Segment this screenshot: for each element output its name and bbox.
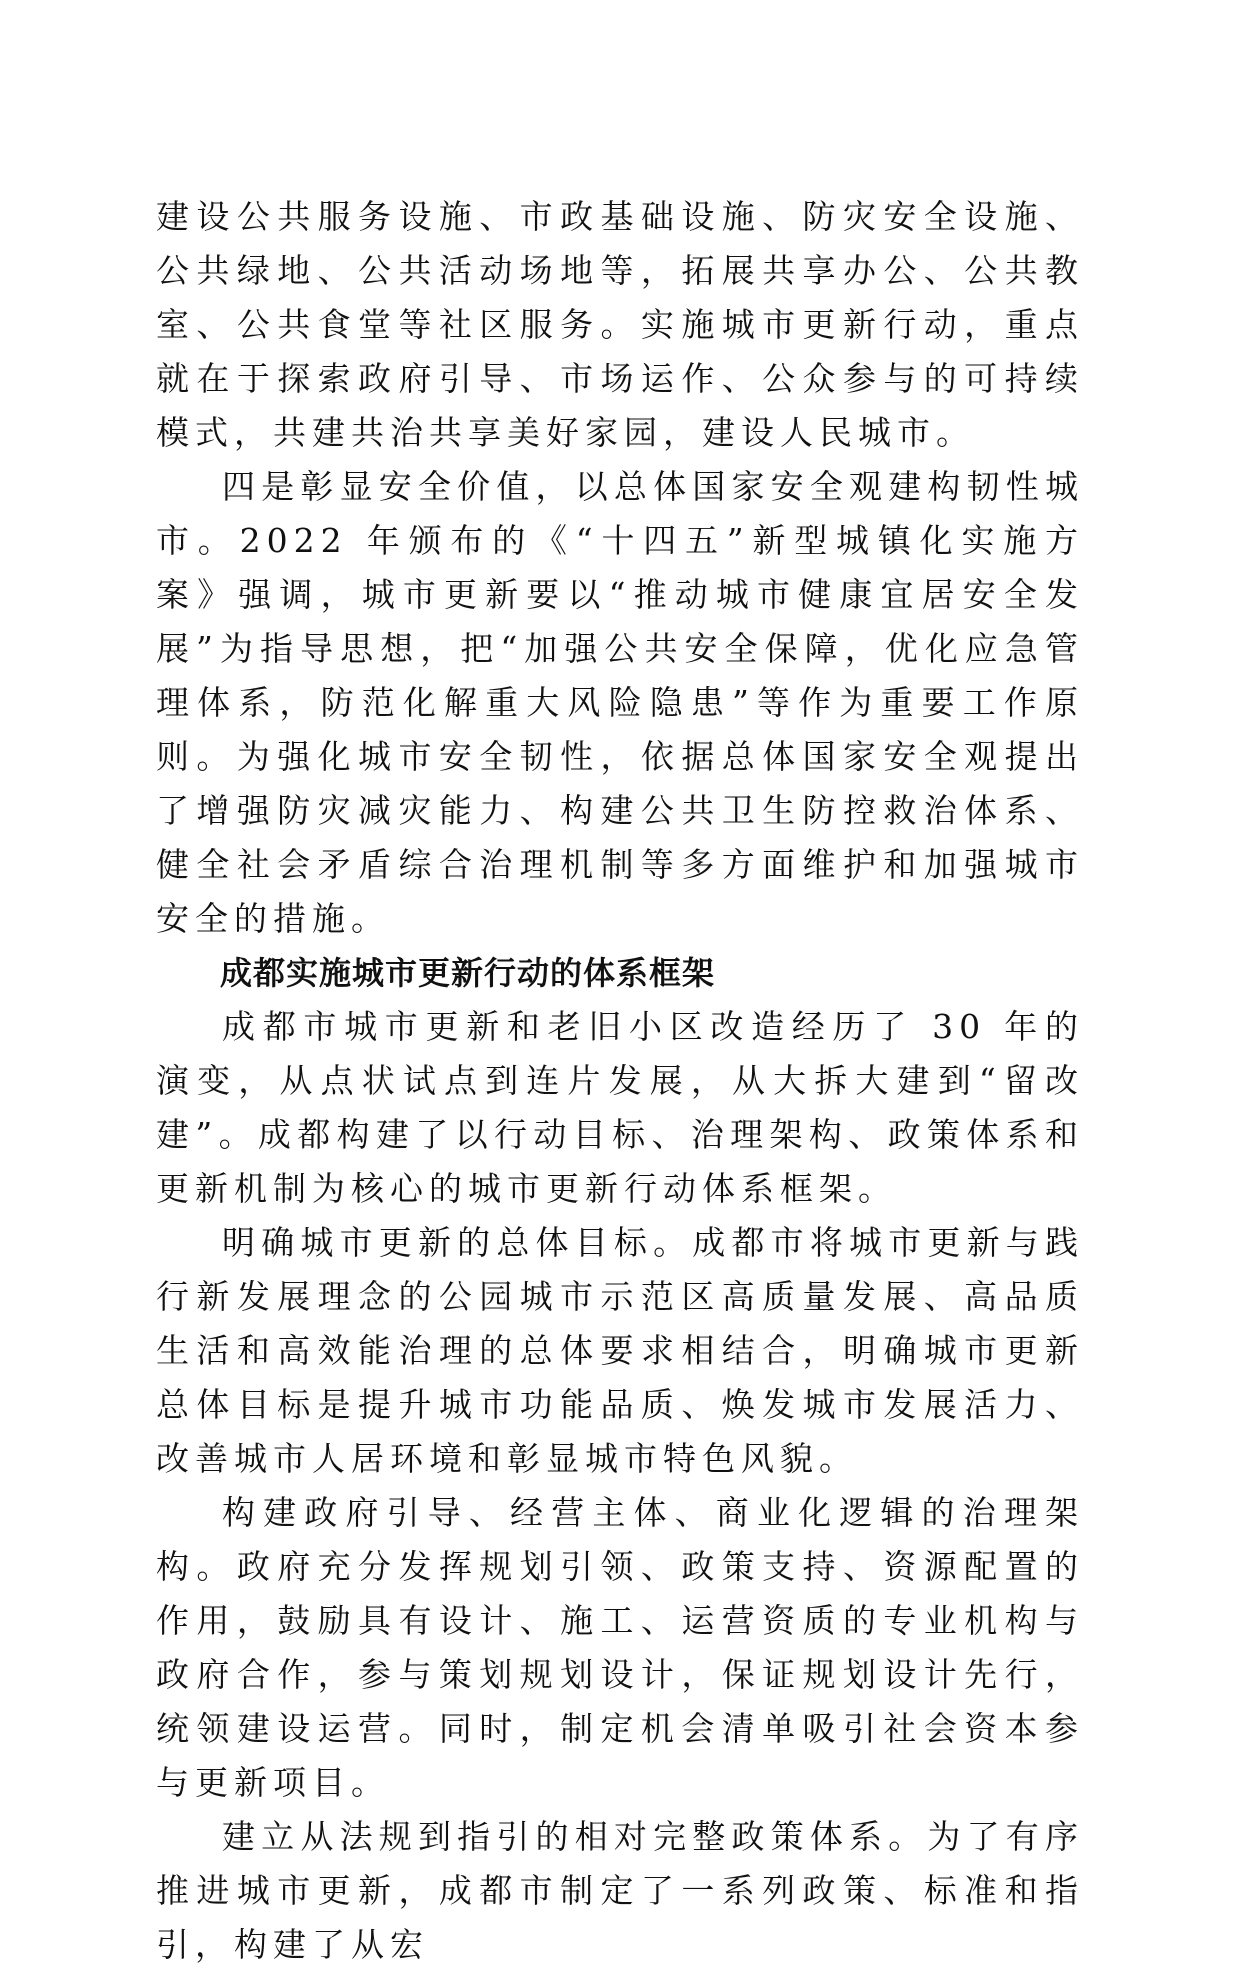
paragraph-governance: 构建政府引导、经营主体、商业化逻辑的治理架构。政府充分发挥规划引领、政策支持、资源配置的作用，鼓励具有设计、施工、运营资质的专业机构与政府合作，参与策划规划设计，保证规划设计先行，统领建设运营。同时，制定机会清单吸引社会资本参与更新项目。 <box>156 1493 1084 1802</box>
paragraph-goals: 明确城市更新的总体目标。成都市将城市更新与践行新发展理念的公园城市示范区高质量发展、高品质生活和高效能治理的总体要求相结合，明确城市更新总体目标是提升城市功能品质、焕发城市发展活力、改善城市人居环境和彰显城市特色风貌。 <box>156 1223 1084 1478</box>
paragraph-evolution: 成都市城市更新和老旧小区改造经历了 30 年的演变，从点状试点到连片发展，从大拆大建到“留改建”。成都构建了以行动目标、治理架构、政策体系和更新机制为核心的城市更新行动体系框架。 <box>156 1007 1084 1208</box>
paragraph-policy: 建立从法规到指引的相对完整政策体系。为了有序推进城市更新，成都市制定了一系列政策、标准和指引，构建了从宏 <box>156 1817 1084 1964</box>
body-text <box>156 190 1084 1972</box>
paragraph-safety-value: 四是彰显安全价值，以总体国家安全观建构韧性城市。2022 年颁布的《“十四五”新型城镇化实施方案》强调，城市更新要以“推动城市健康宜居安全发展”为指导思想，把“加强公共安全保障，优化应急管理体系，防范化解重大风险隐患”等作为重要工作原则。为强化城市安全韧性，依据总体国家安全观提出了增强防灾减灾能力、构建公共卫生防控救治体系、健全社会矛盾综合治理机制等多方面维护和加强城市安全的措施。 <box>156 467 1084 938</box>
paragraph-continued: 建设公共服务设施、市政基础设施、防灾安全设施、公共绿地、公共活动场地等，拓展共享办公、公共教室、公共食堂等社区服务。实施城市更新行动，重点就在于探索政府引导、市场运作、公众参与的可持续模式，共建共治共享美好家园，建设人民城市。 <box>156 197 1084 452</box>
section-heading: 成都实施城市更新行动的体系框架 <box>220 954 716 992</box>
